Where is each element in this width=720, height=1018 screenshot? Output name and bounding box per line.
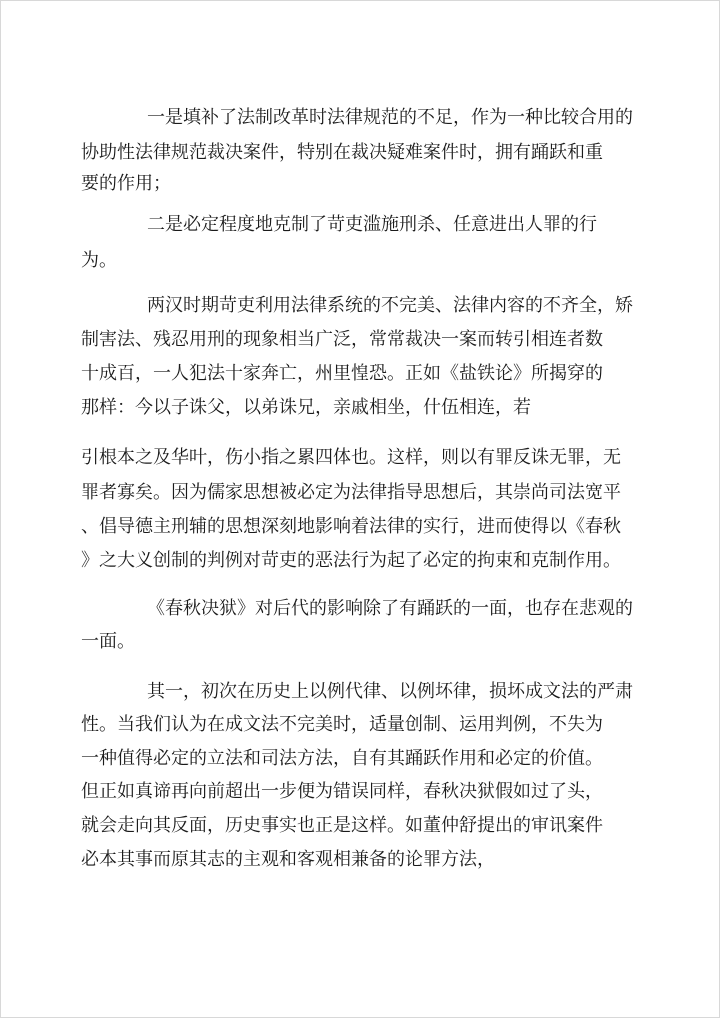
paragraph-4-line-1: 引根本之及华叶，伤小指之累四体也。这样，则以有罪反诛无罪，无	[81, 447, 621, 468]
paragraph-2-line-1: 二是必定程度地克制了苛吏滥施刑杀、任意进出人罪的行	[147, 214, 597, 235]
paragraph-4-line-3: 、倡导德主刑辅的思想深刻地影响着法律的实行，进而使得以《春秋	[81, 516, 621, 537]
paragraph-5-line-2: 一面。	[81, 631, 135, 652]
paragraph-4-line-2: 罪者寡矣。因为儒家思想被必定为法律指导思想后，其崇尚司法宽平	[81, 482, 621, 503]
paragraph-6-line-2: 性。当我们认为在成文法不完美时，适量创制、运用判例，不失为	[81, 714, 603, 735]
paragraph-3-line-1: 两汉时期苛吏利用法律系统的不完美、法律内容的不齐全，矫	[147, 295, 633, 316]
paragraph-6-line-4: 但正如真谛再向前超出一步便为错误同样，春秋决狱假如过了头，	[81, 781, 603, 802]
paragraph-2-line-2: 为。	[81, 250, 117, 271]
paragraph-1-line-2: 协助性法律规范裁决案件，特别在裁决疑难案件时，拥有踊跃和重	[81, 142, 603, 163]
paragraph-6-line-1: 其一，初次在历史上以例代律、以例坏律，损坏成文法的严肃	[147, 681, 633, 702]
paragraph-1-line-3: 要的作用；	[81, 173, 171, 194]
paragraph-6-line-6: 必本其事而原其志的主观和客观相兼备的论罪方法，	[81, 849, 495, 870]
paragraph-6-line-3: 一种值得必定的立法和司法方法，自有其踊跃作用和必定的价值。	[81, 748, 603, 769]
paragraph-6-line-5: 就会走向其反面，历史事实也正是这样。如董仲舒提出的审讯案件	[81, 815, 603, 836]
paragraph-3-line-3: 十成百，一人犯法十家奔亡，州里惶恐。正如《盐铁论》所揭穿的	[81, 363, 603, 384]
paragraph-1-line-1: 一是填补了法制改革时法律规范的不足，作为一种比较合用的	[147, 107, 633, 128]
paragraph-4-line-4: 》之大义创制的判例对苛吏的恶法行为起了必定的拘束和克制作用。	[81, 550, 621, 571]
paragraph-3-line-2: 制害法、残忍用刑的现象相当广泛，常常裁决一案而转引相连者数	[81, 329, 603, 350]
paragraph-3-line-4: 那样：今以子诛父，以弟诛兄，亲戚相坐，什伍相连，若	[81, 397, 531, 418]
paragraph-5-line-1: 《春秋决狱》对后代的影响除了有踊跃的一面，也存在悲观的	[147, 598, 633, 619]
